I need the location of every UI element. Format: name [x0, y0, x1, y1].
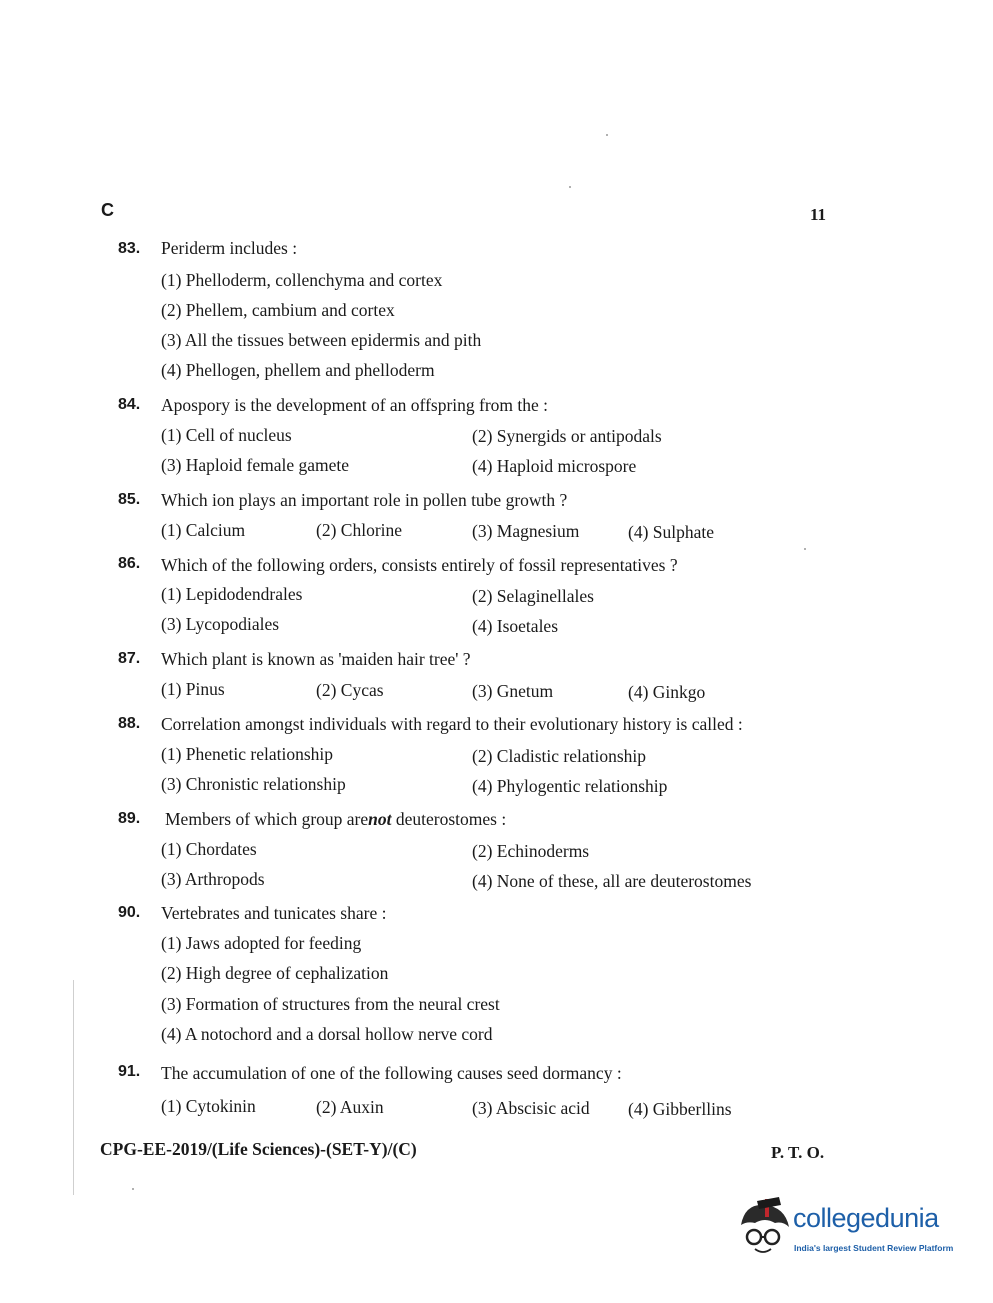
question-number: 90. [118, 904, 141, 921]
question-text: The accumulation of one of the following causes seed dormancy : [161, 1063, 622, 1083]
option: (3) Arthropods [161, 869, 265, 889]
option: (1) Jaws adopted for feeding [161, 933, 362, 953]
option: (4) None of these, all are deuterostomes [472, 871, 752, 891]
option: (2) Cladistic relationship [472, 746, 646, 766]
question-number: 91. [118, 1063, 141, 1080]
question-number: 86. [118, 555, 141, 572]
scan-speck [132, 1188, 134, 1190]
option: (3) Lycopodiales [161, 614, 280, 634]
scan-speck [606, 134, 608, 136]
option: (1) Chordates [161, 839, 257, 859]
scan-speck [569, 186, 571, 188]
mascot-icon [735, 1195, 795, 1265]
question-text: Which of the following orders, consists entirely of fossil representatives ? [161, 555, 678, 575]
option: (4) Gibberllins [628, 1099, 732, 1119]
emphasis-not: not [368, 809, 392, 829]
question-text: Apospory is the development of an offspring from the : [161, 395, 549, 415]
paper-code: CPG-EE-2019/(Life Sciences)-(SET-Y)/(C) [100, 1139, 417, 1159]
question-text [165, 809, 506, 830]
pto-label: P. T. O. [771, 1143, 825, 1162]
question-number: 84. [118, 396, 141, 413]
question-number: 85. [118, 491, 141, 508]
option: (4) A notochord and a dorsal hollow nerve cord [161, 1024, 493, 1044]
option: (1) Calcium [161, 520, 246, 540]
question-text-end: deuterostomes : [391, 809, 507, 829]
option: (3) Magnesium [472, 521, 580, 541]
option: (2) Echinoderms [472, 841, 590, 861]
option: (4) Phylogentic relationship [472, 776, 668, 796]
option: (2) Chlorine [316, 520, 403, 540]
option: (4) Isoetales [472, 616, 559, 636]
option: (2) Selaginellales [472, 586, 594, 606]
collegedunia-logo[interactable] [735, 1195, 965, 1265]
option: (3) All the tissues between epidermis and pith [161, 330, 482, 350]
option: (1) Cell of nucleus [161, 425, 292, 445]
logo-tagline: India's largest Student Review Platform [794, 1243, 954, 1253]
question-number: 89. [118, 810, 141, 827]
question-text: Periderm includes : [161, 238, 298, 258]
option: (1) Lepidodendrales [161, 584, 303, 604]
question-text: Vertebrates and tunicates share : [161, 903, 387, 923]
question-number: 88. [118, 715, 141, 732]
option: (4) Haploid microspore [472, 456, 637, 476]
question-text: Correlation amongst individuals with regard to their evolutionary history is called : [161, 714, 743, 734]
option: (3) Abscisic acid [472, 1098, 590, 1118]
option: (4) Phellogen, phellem and phelloderm [161, 360, 435, 380]
question-text: Which ion plays an important role in pollen tube growth ? [161, 490, 568, 510]
option: (2) Synergids or antipodals [472, 426, 662, 446]
option: (4) Sulphate [628, 522, 715, 542]
option: (2) Phellem, cambium and cortex [161, 300, 395, 320]
page-number: 11 [810, 205, 827, 224]
option: (2) Auxin [316, 1097, 384, 1117]
question-text: Which plant is known as 'maiden hair tree' ? [161, 649, 471, 669]
option: (4) Ginkgo [628, 682, 706, 702]
question-text-start: Members of which group are [165, 809, 369, 829]
question-number: 87. [118, 650, 141, 667]
scan-speck [804, 548, 806, 550]
option: (2) Cycas [316, 680, 384, 700]
option: (1) Phenetic relationship [161, 744, 334, 764]
option: (3) Gnetum [472, 681, 554, 701]
option: (1) Phelloderm, collenchyma and cortex [161, 270, 443, 290]
option: (3) Haploid female gamete [161, 455, 350, 475]
scan-margin-line [73, 980, 74, 1195]
option: (1) Pinus [161, 679, 225, 699]
logo-brand: collegedunia [793, 1203, 939, 1233]
option: (1) Cytokinin [161, 1096, 256, 1116]
option: (3) Formation of structures from the neural crest [161, 994, 500, 1014]
series-label: C [101, 200, 114, 220]
option: (2) High degree of cephalization [161, 963, 389, 983]
option: (3) Chronistic relationship [161, 774, 346, 794]
question-number: 83. [118, 240, 141, 257]
